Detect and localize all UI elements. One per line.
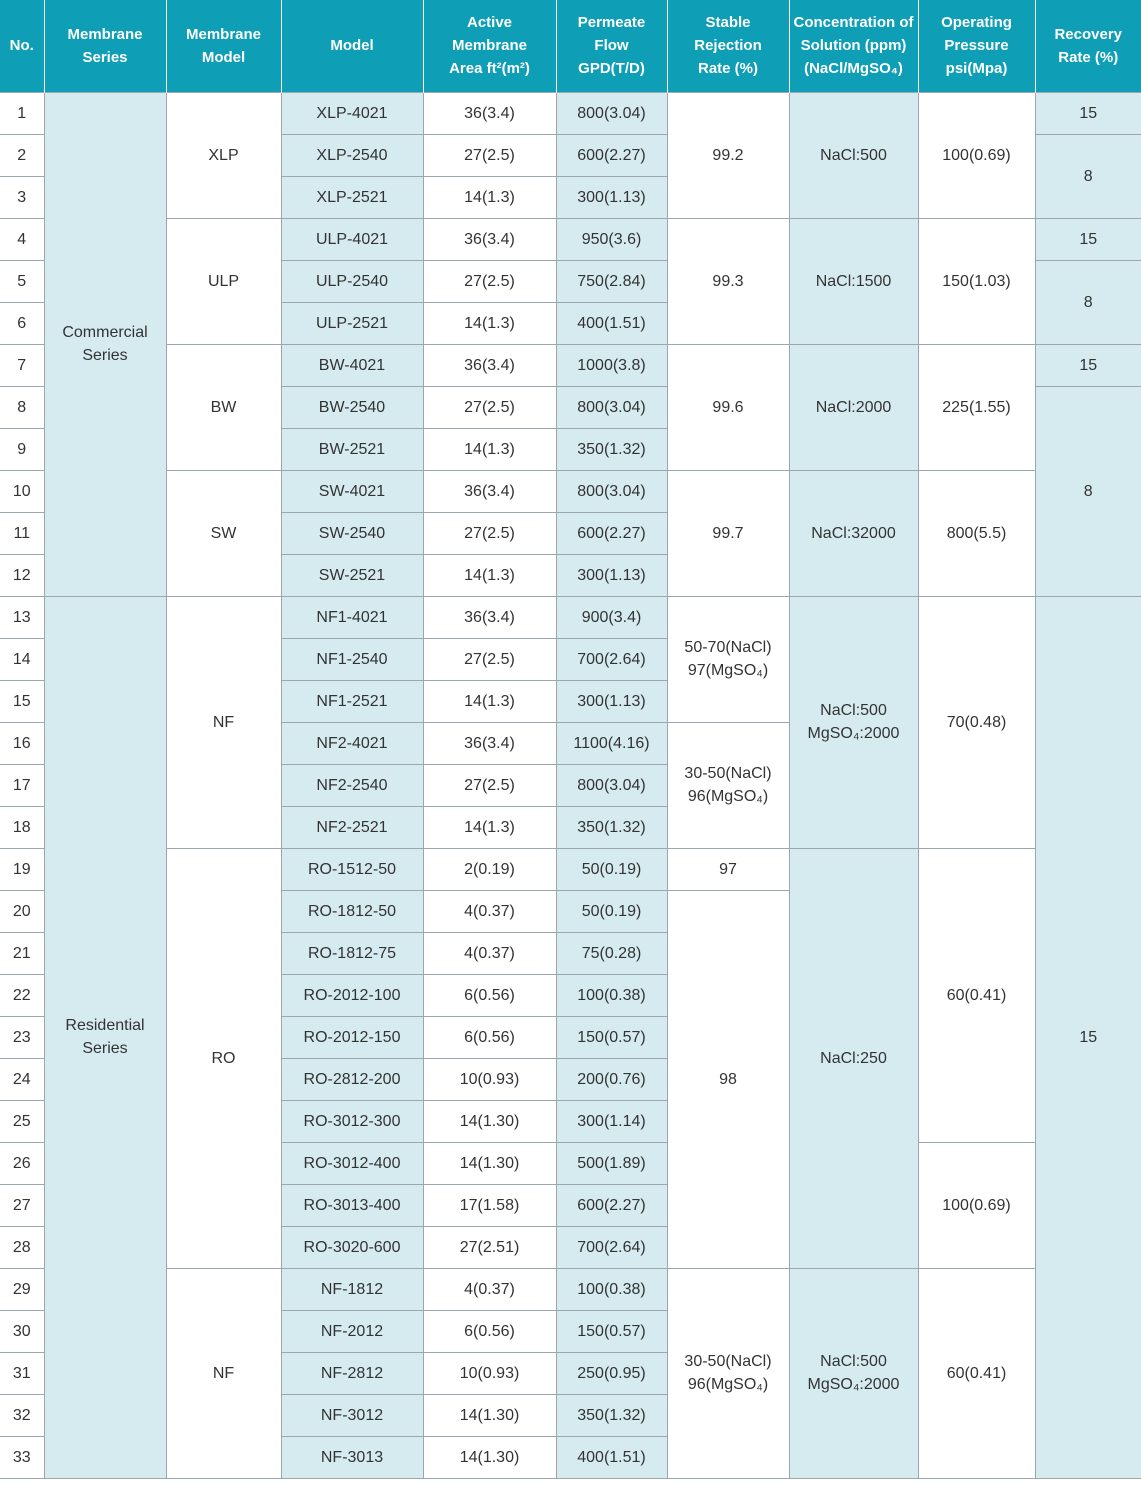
area-cell: 14(1.3) bbox=[423, 806, 556, 848]
row-no: 9 bbox=[0, 428, 44, 470]
area-cell: 14(1.30) bbox=[423, 1436, 556, 1478]
recovery-cell: 15 bbox=[1035, 344, 1141, 386]
row-no: 21 bbox=[0, 932, 44, 974]
area-cell: 14(1.30) bbox=[423, 1142, 556, 1184]
flow-cell: 700(2.64) bbox=[556, 1226, 667, 1268]
area-cell: 6(0.56) bbox=[423, 1016, 556, 1058]
recovery-cell: 15 bbox=[1035, 92, 1141, 134]
flow-cell: 200(0.76) bbox=[556, 1058, 667, 1100]
area-cell: 36(3.4) bbox=[423, 470, 556, 512]
model-cell: RO-2012-150 bbox=[281, 1016, 423, 1058]
flow-cell: 600(2.27) bbox=[556, 1184, 667, 1226]
recovery-cell: 15 bbox=[1035, 596, 1141, 1478]
header-active-area: Active Membrane Area ft²(m²) bbox=[423, 0, 556, 92]
model-cell: RO-3012-300 bbox=[281, 1100, 423, 1142]
table-row bbox=[0, 470, 1141, 512]
row-no: 12 bbox=[0, 554, 44, 596]
model-cell: NF1-4021 bbox=[281, 596, 423, 638]
flow-cell: 300(1.13) bbox=[556, 680, 667, 722]
pressure-xlp: 100(0.69) bbox=[918, 92, 1035, 218]
area-cell: 36(3.4) bbox=[423, 92, 556, 134]
model-group-nf: NF bbox=[166, 596, 281, 848]
model-group-xlp: XLP bbox=[166, 92, 281, 218]
model-cell: SW-2540 bbox=[281, 512, 423, 554]
concentration-nf-residential: NaCl:500 MgSO₄:2000 bbox=[789, 1268, 918, 1478]
area-cell: 4(0.37) bbox=[423, 1268, 556, 1310]
model-cell: NF-3012 bbox=[281, 1394, 423, 1436]
row-no: 33 bbox=[0, 1436, 44, 1478]
flow-cell: 100(0.38) bbox=[556, 974, 667, 1016]
model-cell: NF1-2540 bbox=[281, 638, 423, 680]
flow-cell: 100(0.38) bbox=[556, 1268, 667, 1310]
header-recovery-rate: Recovery Rate (%) bbox=[1035, 0, 1141, 92]
model-cell: RO-1512-50 bbox=[281, 848, 423, 890]
model-cell: NF1-2521 bbox=[281, 680, 423, 722]
model-cell: NF2-4021 bbox=[281, 722, 423, 764]
area-cell: 4(0.37) bbox=[423, 890, 556, 932]
recovery-cell: 15 bbox=[1035, 218, 1141, 260]
model-cell: SW-4021 bbox=[281, 470, 423, 512]
flow-cell: 250(0.95) bbox=[556, 1352, 667, 1394]
rejection-bw: 99.6 bbox=[667, 344, 789, 470]
table-body bbox=[0, 92, 1141, 1478]
flow-cell: 350(1.32) bbox=[556, 806, 667, 848]
model-cell: NF-2812 bbox=[281, 1352, 423, 1394]
area-cell: 14(1.30) bbox=[423, 1394, 556, 1436]
row-no: 7 bbox=[0, 344, 44, 386]
model-cell: NF-3013 bbox=[281, 1436, 423, 1478]
series-residential: Residential Series bbox=[44, 596, 166, 1478]
area-cell: 10(0.93) bbox=[423, 1058, 556, 1100]
model-cell: ULP-2521 bbox=[281, 302, 423, 344]
flow-cell: 150(0.57) bbox=[556, 1016, 667, 1058]
recovery-cell: 8 bbox=[1035, 386, 1141, 596]
flow-cell: 800(3.04) bbox=[556, 92, 667, 134]
table-row bbox=[0, 218, 1141, 260]
model-group-bw: BW bbox=[166, 344, 281, 470]
row-no: 6 bbox=[0, 302, 44, 344]
rejection-nf2: 30-50(NaCl) 96(MgSO₄) bbox=[667, 722, 789, 848]
area-cell: 27(2.5) bbox=[423, 260, 556, 302]
model-cell: XLP-2540 bbox=[281, 134, 423, 176]
model-cell: RO-3013-400 bbox=[281, 1184, 423, 1226]
model-cell: ULP-4021 bbox=[281, 218, 423, 260]
pressure-ulp: 150(1.03) bbox=[918, 218, 1035, 344]
header-rejection-rate: Stable Rejection Rate (%) bbox=[667, 0, 789, 92]
pressure-ro-b: 100(0.69) bbox=[918, 1142, 1035, 1268]
row-no: 28 bbox=[0, 1226, 44, 1268]
row-no: 14 bbox=[0, 638, 44, 680]
table-row bbox=[0, 344, 1141, 386]
area-cell: 14(1.3) bbox=[423, 428, 556, 470]
area-cell: 27(2.5) bbox=[423, 386, 556, 428]
row-no: 16 bbox=[0, 722, 44, 764]
row-no: 25 bbox=[0, 1100, 44, 1142]
area-cell: 36(3.4) bbox=[423, 218, 556, 260]
rejection-sw: 99.7 bbox=[667, 470, 789, 596]
concentration-ro: NaCl:250 bbox=[789, 848, 918, 1268]
row-no: 22 bbox=[0, 974, 44, 1016]
row-no: 8 bbox=[0, 386, 44, 428]
rejection-xlp: 99.2 bbox=[667, 92, 789, 218]
flow-cell: 800(3.04) bbox=[556, 764, 667, 806]
model-group-ro: RO bbox=[166, 848, 281, 1268]
flow-cell: 350(1.32) bbox=[556, 428, 667, 470]
row-no: 5 bbox=[0, 260, 44, 302]
concentration-nf: NaCl:500 MgSO₄:2000 bbox=[789, 596, 918, 848]
model-cell: NF2-2540 bbox=[281, 764, 423, 806]
row-no: 31 bbox=[0, 1352, 44, 1394]
flow-cell: 400(1.51) bbox=[556, 1436, 667, 1478]
flow-cell: 350(1.32) bbox=[556, 1394, 667, 1436]
flow-cell: 800(3.04) bbox=[556, 386, 667, 428]
area-cell: 27(2.5) bbox=[423, 764, 556, 806]
pressure-nf-residential: 60(0.41) bbox=[918, 1268, 1035, 1478]
model-cell: XLP-4021 bbox=[281, 92, 423, 134]
table-header bbox=[0, 0, 1141, 92]
model-cell: RO-2812-200 bbox=[281, 1058, 423, 1100]
row-no: 26 bbox=[0, 1142, 44, 1184]
table-row bbox=[0, 1268, 1141, 1310]
area-cell: 14(1.3) bbox=[423, 680, 556, 722]
model-cell: BW-4021 bbox=[281, 344, 423, 386]
header-no: No. bbox=[0, 0, 44, 92]
recovery-cell: 8 bbox=[1035, 260, 1141, 344]
flow-cell: 75(0.28) bbox=[556, 932, 667, 974]
row-no: 20 bbox=[0, 890, 44, 932]
row-no: 1 bbox=[0, 92, 44, 134]
flow-cell: 300(1.13) bbox=[556, 554, 667, 596]
flow-cell: 500(1.89) bbox=[556, 1142, 667, 1184]
flow-cell: 50(0.19) bbox=[556, 890, 667, 932]
row-no: 24 bbox=[0, 1058, 44, 1100]
rejection-ulp: 99.3 bbox=[667, 218, 789, 344]
header-permeate-flow: Permeate Flow GPD(T/D) bbox=[556, 0, 667, 92]
row-no: 11 bbox=[0, 512, 44, 554]
flow-cell: 1000(3.8) bbox=[556, 344, 667, 386]
flow-cell: 50(0.19) bbox=[556, 848, 667, 890]
header-concentration: Concentration of Solution (ppm) (NaCl/MgSO₄) bbox=[789, 0, 918, 92]
model-cell: SW-2521 bbox=[281, 554, 423, 596]
flow-cell: 950(3.6) bbox=[556, 218, 667, 260]
row-no: 30 bbox=[0, 1310, 44, 1352]
model-cell: ULP-2540 bbox=[281, 260, 423, 302]
area-cell: 14(1.3) bbox=[423, 302, 556, 344]
model-cell: BW-2521 bbox=[281, 428, 423, 470]
header-row bbox=[0, 0, 1141, 92]
row-no: 10 bbox=[0, 470, 44, 512]
model-cell: RO-2012-100 bbox=[281, 974, 423, 1016]
area-cell: 27(2.5) bbox=[423, 134, 556, 176]
row-no: 23 bbox=[0, 1016, 44, 1058]
area-cell: 36(3.4) bbox=[423, 344, 556, 386]
header-membrane-model: Membrane Model bbox=[166, 0, 281, 92]
table-row bbox=[0, 596, 1141, 638]
model-cell: XLP-2521 bbox=[281, 176, 423, 218]
row-no: 4 bbox=[0, 218, 44, 260]
area-cell: 27(2.5) bbox=[423, 512, 556, 554]
row-no: 29 bbox=[0, 1268, 44, 1310]
flow-cell: 400(1.51) bbox=[556, 302, 667, 344]
rejection-ro-19: 97 bbox=[667, 848, 789, 890]
concentration-sw: NaCl:32000 bbox=[789, 470, 918, 596]
table-row bbox=[0, 848, 1141, 890]
area-cell: 10(0.93) bbox=[423, 1352, 556, 1394]
area-cell: 27(2.5) bbox=[423, 638, 556, 680]
model-cell: NF2-2521 bbox=[281, 806, 423, 848]
model-cell: BW-2540 bbox=[281, 386, 423, 428]
area-cell: 2(0.19) bbox=[423, 848, 556, 890]
row-no: 17 bbox=[0, 764, 44, 806]
model-cell: RO-3020-600 bbox=[281, 1226, 423, 1268]
flow-cell: 700(2.64) bbox=[556, 638, 667, 680]
pressure-nf: 70(0.48) bbox=[918, 596, 1035, 848]
area-cell: 6(0.56) bbox=[423, 1310, 556, 1352]
row-no: 3 bbox=[0, 176, 44, 218]
area-cell: 14(1.3) bbox=[423, 554, 556, 596]
area-cell: 4(0.37) bbox=[423, 932, 556, 974]
table-row bbox=[0, 92, 1141, 134]
flow-cell: 900(3.4) bbox=[556, 596, 667, 638]
area-cell: 36(3.4) bbox=[423, 722, 556, 764]
recovery-cell: 8 bbox=[1035, 134, 1141, 218]
row-no: 19 bbox=[0, 848, 44, 890]
model-group-nf-residential: NF bbox=[166, 1268, 281, 1478]
flow-cell: 150(0.57) bbox=[556, 1310, 667, 1352]
model-cell: RO-1812-50 bbox=[281, 890, 423, 932]
row-no: 13 bbox=[0, 596, 44, 638]
pressure-ro-a: 60(0.41) bbox=[918, 848, 1035, 1142]
area-cell: 17(1.58) bbox=[423, 1184, 556, 1226]
flow-cell: 600(2.27) bbox=[556, 512, 667, 554]
row-no: 18 bbox=[0, 806, 44, 848]
header-model: Model bbox=[281, 0, 423, 92]
model-cell: RO-3012-400 bbox=[281, 1142, 423, 1184]
row-no: 15 bbox=[0, 680, 44, 722]
flow-cell: 300(1.14) bbox=[556, 1100, 667, 1142]
area-cell: 14(1.3) bbox=[423, 176, 556, 218]
flow-cell: 750(2.84) bbox=[556, 260, 667, 302]
area-cell: 14(1.30) bbox=[423, 1100, 556, 1142]
area-cell: 27(2.51) bbox=[423, 1226, 556, 1268]
model-cell: NF-2012 bbox=[281, 1310, 423, 1352]
area-cell: 6(0.56) bbox=[423, 974, 556, 1016]
row-no: 32 bbox=[0, 1394, 44, 1436]
model-cell: RO-1812-75 bbox=[281, 932, 423, 974]
rejection-nf1: 50-70(NaCl) 97(MgSO₄) bbox=[667, 596, 789, 722]
rejection-ro: 98 bbox=[667, 890, 789, 1268]
series-commercial: Commercial Series bbox=[44, 92, 166, 596]
header-operating-pressure: Operating Pressure psi(Mpa) bbox=[918, 0, 1035, 92]
model-group-ulp: ULP bbox=[166, 218, 281, 344]
header-membrane-series: Membrane Series bbox=[44, 0, 166, 92]
flow-cell: 600(2.27) bbox=[556, 134, 667, 176]
pressure-sw: 800(5.5) bbox=[918, 470, 1035, 596]
pressure-bw: 225(1.55) bbox=[918, 344, 1035, 470]
model-group-sw: SW bbox=[166, 470, 281, 596]
row-no: 2 bbox=[0, 134, 44, 176]
concentration-xlp: NaCl:500 bbox=[789, 92, 918, 218]
flow-cell: 300(1.13) bbox=[556, 176, 667, 218]
flow-cell: 800(3.04) bbox=[556, 470, 667, 512]
row-no: 27 bbox=[0, 1184, 44, 1226]
model-cell: NF-1812 bbox=[281, 1268, 423, 1310]
concentration-bw: NaCl:2000 bbox=[789, 344, 918, 470]
flow-cell: 1100(4.16) bbox=[556, 722, 667, 764]
rejection-nf-residential: 30-50(NaCl) 96(MgSO₄) bbox=[667, 1268, 789, 1478]
area-cell: 36(3.4) bbox=[423, 596, 556, 638]
concentration-ulp: NaCl:1500 bbox=[789, 218, 918, 344]
